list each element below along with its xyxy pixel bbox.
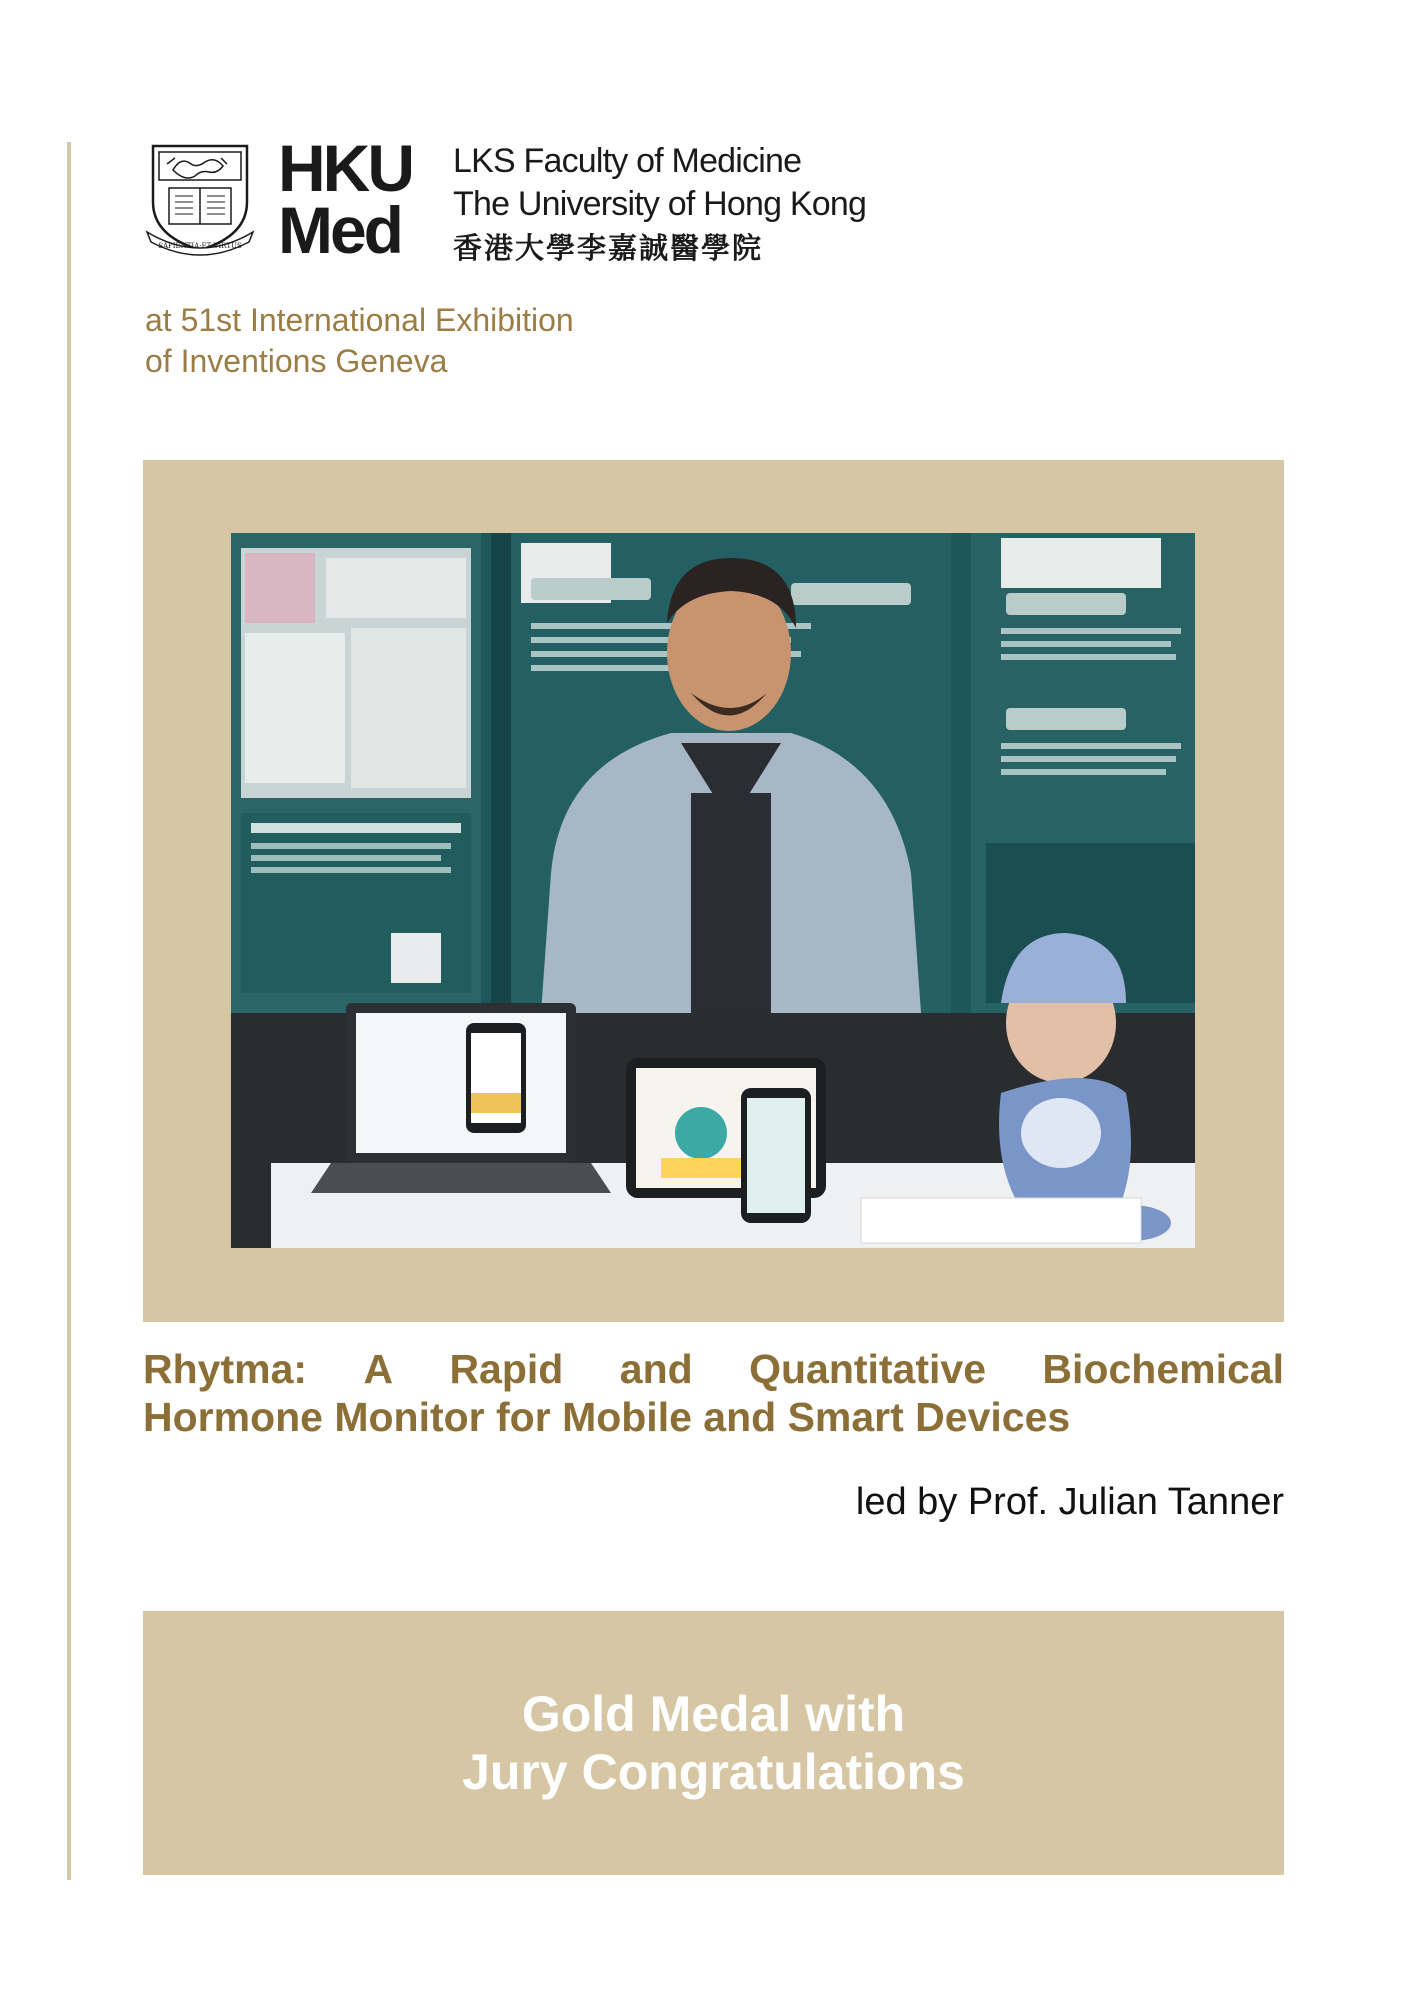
title-word: A	[363, 1346, 394, 1392]
faculty-name-chinese: 香港大學李嘉誠醫學院	[453, 231, 764, 265]
event-line-1: at 51st International Exhibition	[145, 302, 574, 338]
event-line-2: of Inventions Geneva	[145, 343, 448, 379]
event-subtitle	[145, 300, 574, 382]
project-title-line2: Hormone Monitor for Mobile and Smart Devices	[143, 1394, 1071, 1440]
project-title	[143, 1345, 1284, 1441]
award-banner	[143, 1611, 1284, 1875]
title-word: and	[619, 1346, 693, 1392]
university-crest-icon	[143, 140, 257, 256]
logo-mark-med: Med	[278, 193, 401, 267]
left-accent-rule	[67, 142, 71, 1880]
faculty-name-block	[453, 140, 866, 270]
award-line-1: Gold Medal with	[521, 1686, 906, 1742]
logo-mark-hku: HKU	[278, 131, 412, 205]
project-lead: led by Prof. Julian Tanner	[855, 1481, 1284, 1523]
title-word: Biochemical	[1042, 1346, 1284, 1392]
award-line-2: Jury Congratulations	[462, 1744, 965, 1800]
title-word: Rapid	[449, 1346, 564, 1392]
booth-photo-illustration	[231, 533, 1195, 1248]
faculty-name-line1: LKS Faculty of Medicine	[453, 142, 802, 180]
crest-motto: SAPIENTIA·ET·VIRTUS	[158, 242, 242, 250]
project-title-line1	[143, 1345, 1284, 1393]
hku-med-logotype	[278, 131, 412, 267]
title-word: Rhytma:	[143, 1346, 308, 1392]
faculty-name-line2: The University of Hong Kong	[453, 185, 867, 223]
booth-photo	[231, 533, 1195, 1248]
photo-frame	[143, 460, 1284, 1322]
title-word: Quantitative	[749, 1346, 987, 1392]
